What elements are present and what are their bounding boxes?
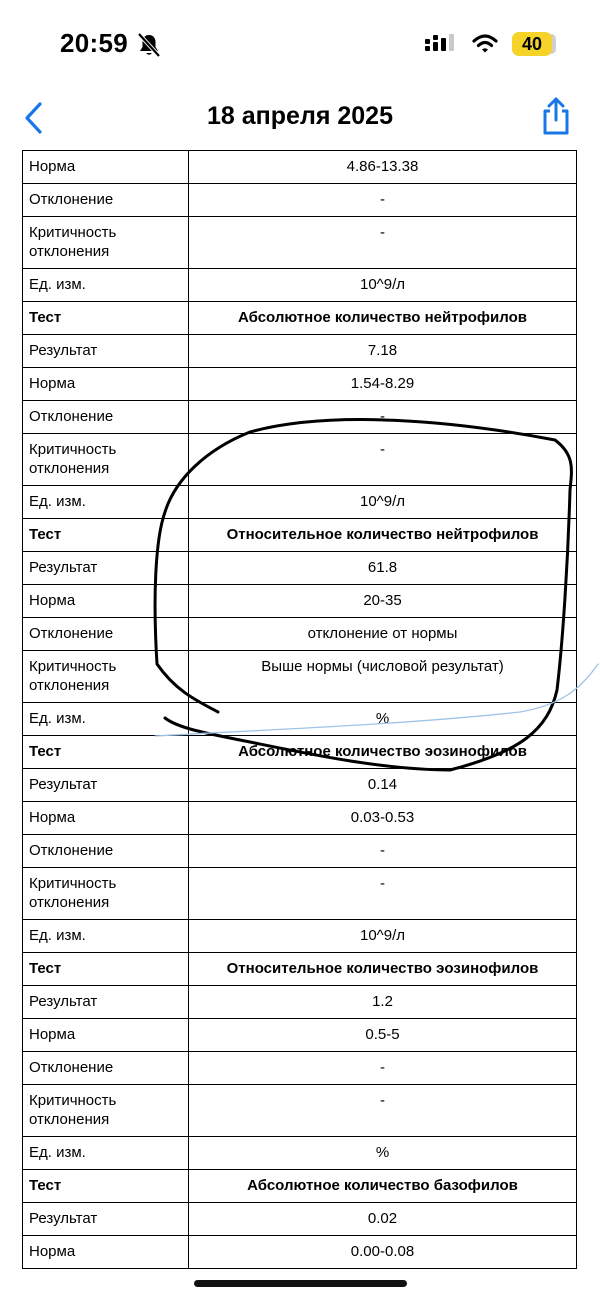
- table-row: [23, 486, 577, 519]
- row-label: Норма: [23, 585, 189, 618]
- row-label: Критичность отклонения: [23, 217, 189, 269]
- row-label: Результат: [23, 1203, 189, 1236]
- row-value: 0.02: [189, 1203, 577, 1236]
- row-value: -: [189, 1085, 577, 1137]
- row-label: Норма: [23, 368, 189, 401]
- row-value: -: [189, 217, 577, 269]
- row-value: -: [189, 184, 577, 217]
- row-label: Ед. изм.: [23, 920, 189, 953]
- row-value: 1.2: [189, 986, 577, 1019]
- row-value: %: [189, 703, 577, 736]
- table-row: [23, 585, 577, 618]
- row-value: отклонение от нормы: [189, 618, 577, 651]
- row-label: Ед. изм.: [23, 269, 189, 302]
- test-header-row: [23, 302, 577, 335]
- results-document[interactable]: [22, 150, 578, 1260]
- battery-indicator: 40: [512, 32, 552, 56]
- status-bar: [0, 0, 600, 90]
- test-header-row: [23, 519, 577, 552]
- row-value: %: [189, 1137, 577, 1170]
- row-label: Результат: [23, 552, 189, 585]
- row-value: Относительное количество эозинофилов: [189, 953, 577, 986]
- row-label: Результат: [23, 769, 189, 802]
- table-row: [23, 434, 577, 486]
- row-label: Отклонение: [23, 184, 189, 217]
- row-label: Критичность отклонения: [23, 1085, 189, 1137]
- table-row: [23, 1137, 577, 1170]
- table-row: [23, 769, 577, 802]
- row-value: Относительное количество нейтрофилов: [189, 519, 577, 552]
- row-value: 20-35: [189, 585, 577, 618]
- row-label: Норма: [23, 1019, 189, 1052]
- row-label: Тест: [23, 302, 189, 335]
- table-row: [23, 618, 577, 651]
- row-label: Ед. изм.: [23, 1137, 189, 1170]
- table-row: [23, 1203, 577, 1236]
- row-label: Тест: [23, 736, 189, 769]
- navigation-bar: [0, 90, 600, 148]
- wifi-icon: [472, 33, 498, 55]
- row-value: Абсолютное количество нейтрофилов: [189, 302, 577, 335]
- row-label: Отклонение: [23, 835, 189, 868]
- row-value: -: [189, 434, 577, 486]
- row-label: Тест: [23, 519, 189, 552]
- share-icon[interactable]: [540, 96, 572, 136]
- results-table: [22, 150, 577, 1269]
- row-label: Норма: [23, 151, 189, 184]
- row-value: Выше нормы (числовой результат): [189, 651, 577, 703]
- table-row: [23, 986, 577, 1019]
- bell-muted-icon: [136, 32, 162, 58]
- row-label: Ед. изм.: [23, 486, 189, 519]
- table-row: [23, 151, 577, 184]
- table-row: [23, 184, 577, 217]
- row-value: 0.03-0.53: [189, 802, 577, 835]
- row-label: Критичность отклонения: [23, 651, 189, 703]
- row-label: Критичность отклонения: [23, 434, 189, 486]
- row-value: -: [189, 1052, 577, 1085]
- test-header-row: [23, 953, 577, 986]
- table-row: [23, 920, 577, 953]
- test-header-row: [23, 1170, 577, 1203]
- row-value: 10^9/л: [189, 920, 577, 953]
- row-label: Отклонение: [23, 401, 189, 434]
- status-time: 20:59: [60, 28, 128, 58]
- row-label: Критичность отклонения: [23, 868, 189, 920]
- row-value: Абсолютное количество эозинофилов: [189, 736, 577, 769]
- table-row: [23, 651, 577, 703]
- table-row: [23, 552, 577, 585]
- table-row: [23, 368, 577, 401]
- row-label: Норма: [23, 1236, 189, 1269]
- page-title: 18 апреля 2025: [207, 102, 393, 130]
- table-row: [23, 868, 577, 920]
- table-row: [23, 1085, 577, 1137]
- row-value: Абсолютное количество базофилов: [189, 1170, 577, 1203]
- test-header-row: [23, 736, 577, 769]
- row-value: 7.18: [189, 335, 577, 368]
- row-value: -: [189, 835, 577, 868]
- table-row: [23, 1019, 577, 1052]
- table-row: [23, 703, 577, 736]
- row-value: -: [189, 401, 577, 434]
- row-value: 0.00-0.08: [189, 1236, 577, 1269]
- row-value: -: [189, 868, 577, 920]
- table-row: [23, 401, 577, 434]
- row-value: 10^9/л: [189, 486, 577, 519]
- table-row: [23, 1236, 577, 1269]
- row-label: Тест: [23, 1170, 189, 1203]
- table-row: [23, 835, 577, 868]
- row-value: 1.54-8.29: [189, 368, 577, 401]
- row-label: Результат: [23, 986, 189, 1019]
- row-label: Тест: [23, 953, 189, 986]
- row-value: 10^9/л: [189, 269, 577, 302]
- table-row: [23, 1052, 577, 1085]
- row-value: 4.86-13.38: [189, 151, 577, 184]
- table-row: [23, 269, 577, 302]
- table-row: [23, 335, 577, 368]
- table-row: [23, 217, 577, 269]
- row-label: Отклонение: [23, 618, 189, 651]
- row-label: Ед. изм.: [23, 703, 189, 736]
- row-value: 0.5-5: [189, 1019, 577, 1052]
- row-value: 61.8: [189, 552, 577, 585]
- row-label: Отклонение: [23, 1052, 189, 1085]
- row-value: 0.14: [189, 769, 577, 802]
- home-indicator[interactable]: [194, 1280, 407, 1287]
- table-row: [23, 802, 577, 835]
- row-label: Норма: [23, 802, 189, 835]
- row-label: Результат: [23, 335, 189, 368]
- cellular-signal-icon: [424, 33, 458, 55]
